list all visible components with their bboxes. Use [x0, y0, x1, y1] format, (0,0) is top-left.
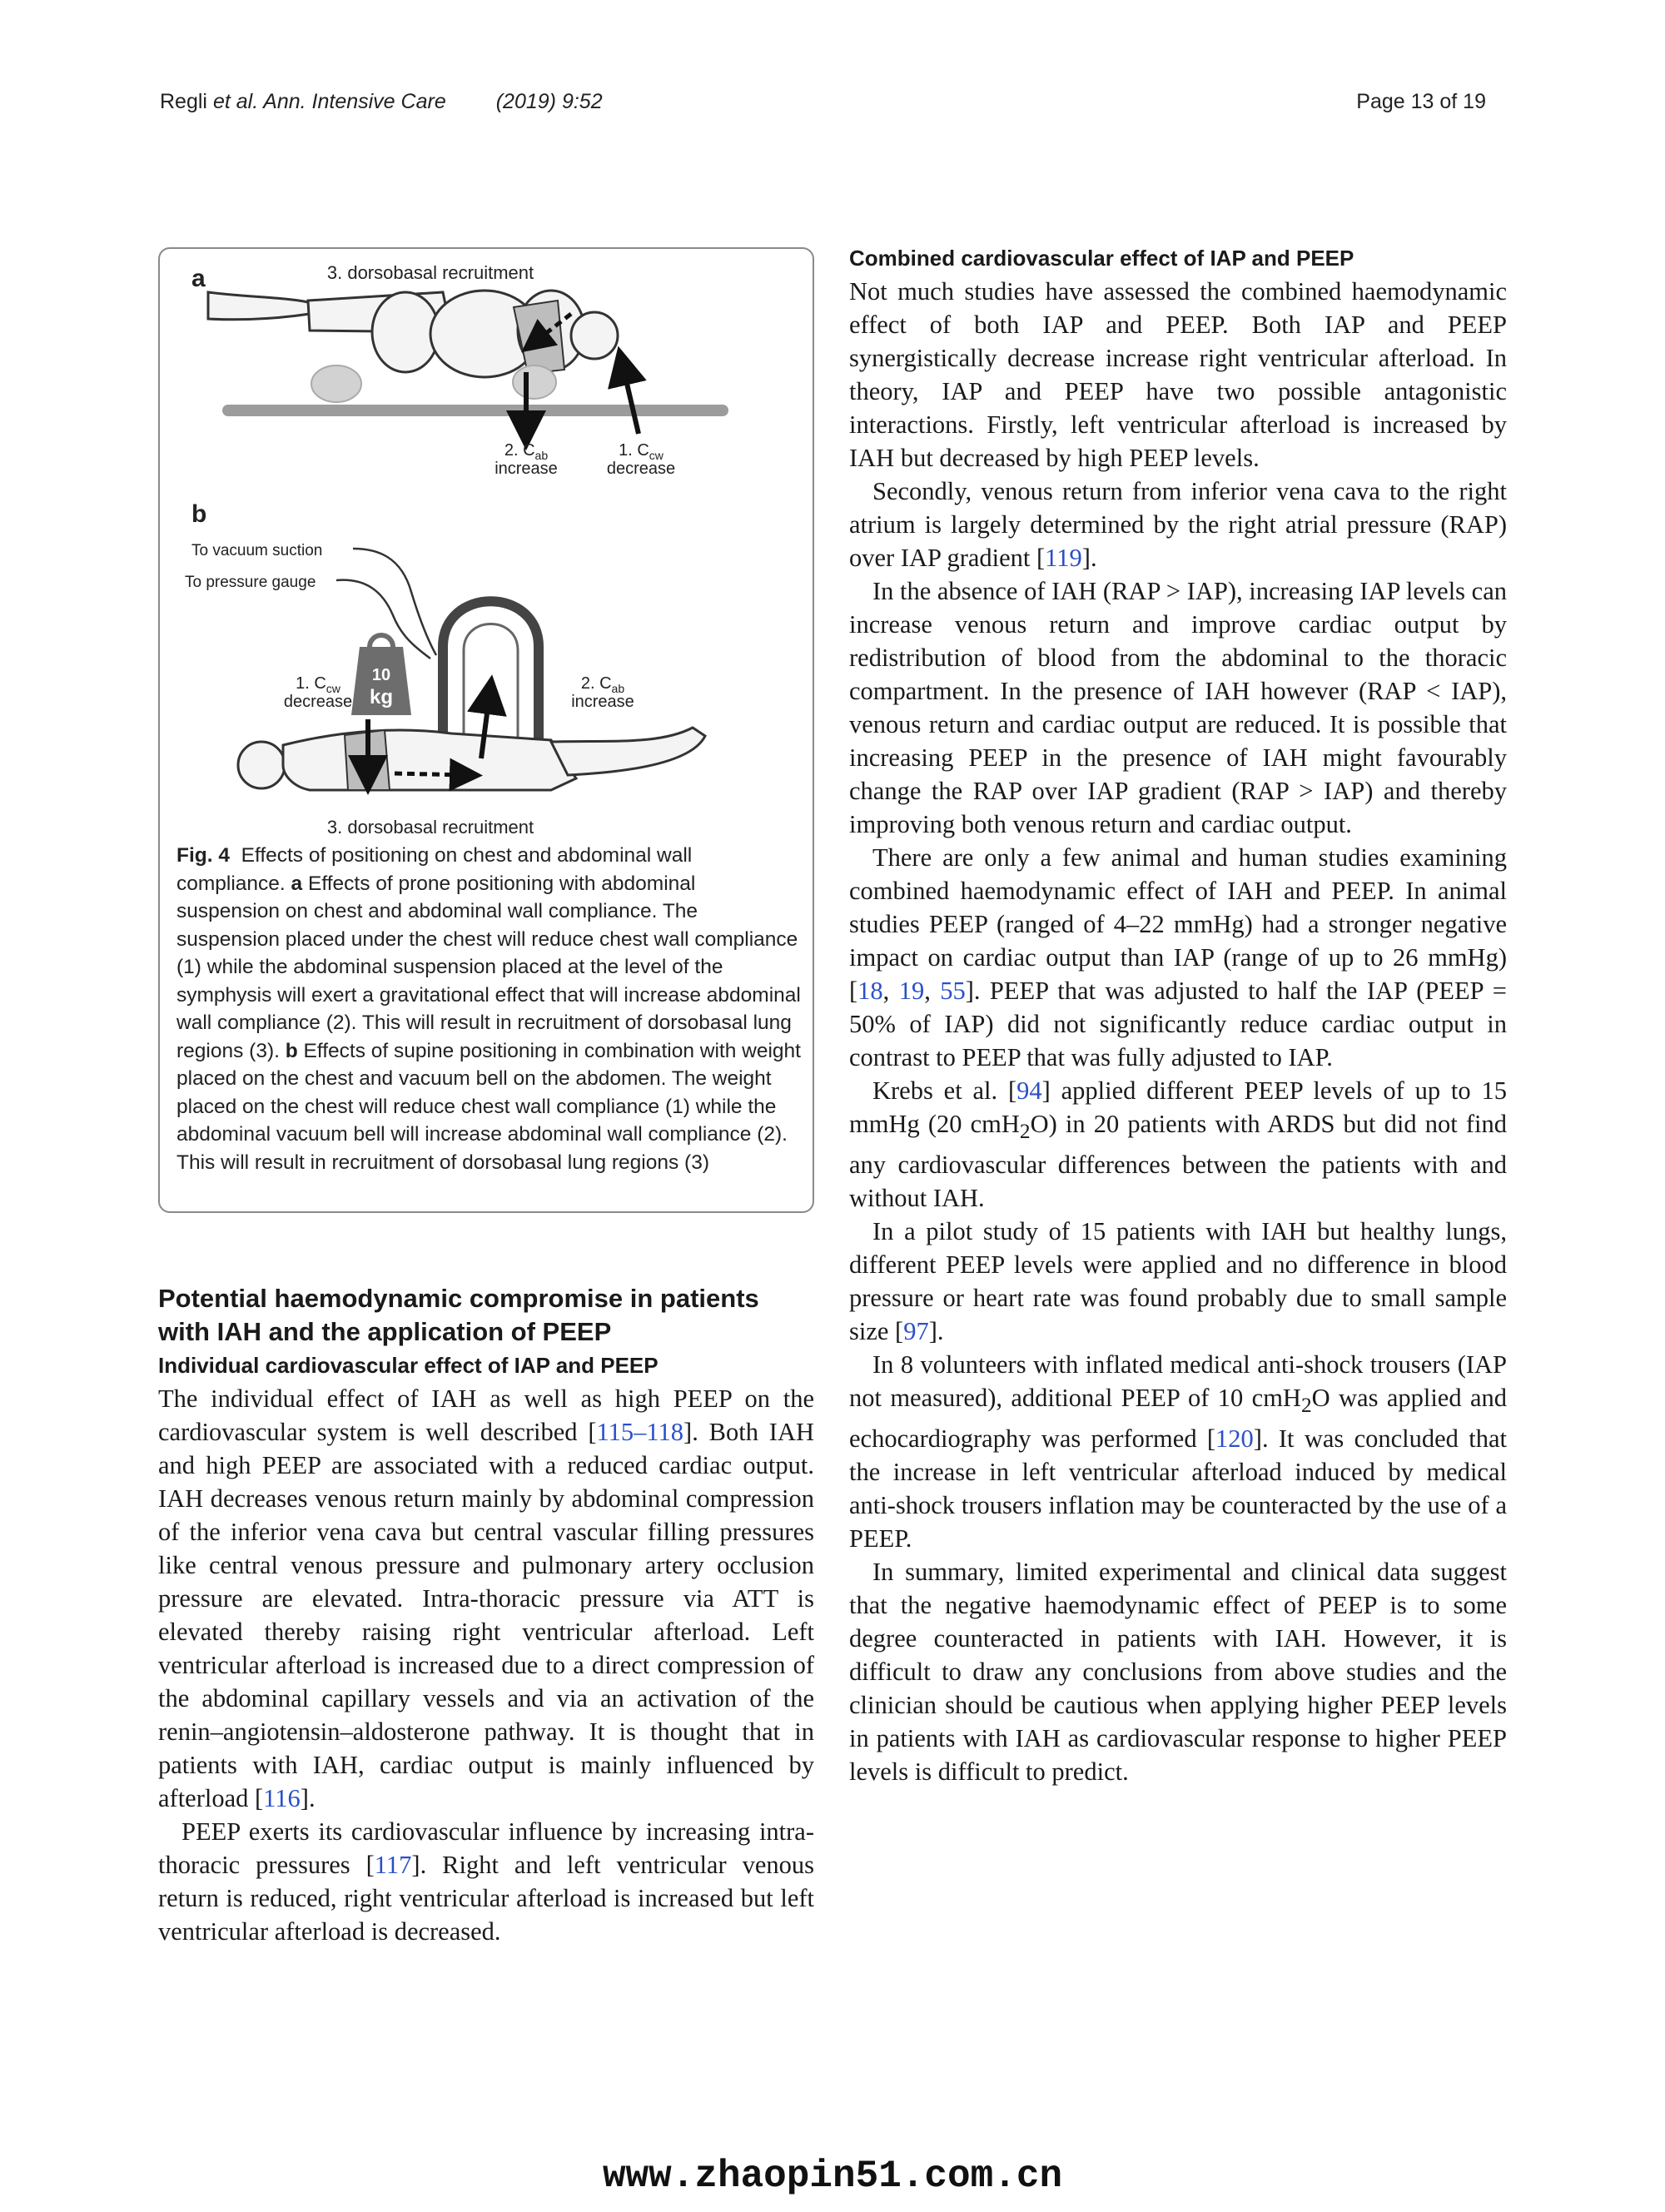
right-paragraph-2: Secondly, venous return from inferior vena cava to the right atrium is largely determined by the right atrial pressure (RAP) over IAP gradient [119]. [849, 477, 1507, 572]
right-paragraph-5: Krebs et al. [94] applied different PEEP levels of up to 15 mmHg (20 cmH$_2$O) in 20 patients with ARDS but did not find any cardiovascular differences between the patients with and without IAH. [849, 1076, 1507, 1213]
caption-label: Fig. 4 [176, 844, 230, 867]
citation-link[interactable]: 55 [940, 977, 966, 1005]
chest-support [513, 365, 556, 399]
citation-link[interactable]: 19 [898, 977, 925, 1005]
figure-4 [158, 247, 814, 1213]
weight-icon [351, 635, 411, 715]
citation-link[interactable]: 116 [263, 1784, 301, 1812]
vacuum-tube [353, 549, 436, 655]
panel-a-recruit-label: 3. dorsobasal recruitment [326, 262, 534, 283]
panel-a-cab-word: increase [495, 460, 558, 478]
panel-b-letter: b [191, 500, 207, 528]
panel-b-ccw-word: decrease [283, 693, 353, 711]
panel-b-ccw-label: 1. $C_{cw}$ [296, 674, 340, 695]
citation-link[interactable]: 18 [857, 977, 883, 1005]
caption-a-letter: a [291, 872, 303, 895]
panel-a-cab-label: 2. $C_{ab}$ [504, 441, 549, 462]
header-authors: Regli [160, 90, 207, 113]
vacuum-label: To vacuum suction [191, 542, 323, 559]
pelvic-support [311, 365, 361, 402]
citation-link[interactable]: 120 [1215, 1424, 1254, 1454]
left-paragraph-2: PEEP exerts its cardiovascular influence by increasing intra-thoracic pressures [117]. Right and left ventricular venous return is reduced, right ventricular afterload is increased but left ventricular afterload is decreased. [158, 1817, 814, 1946]
watermark: www.zhaopin51.com.cn [602, 2155, 1063, 2198]
left-subheading: Individual cardiovascular effect of IAP and PEEP [158, 1353, 659, 1378]
citation-link[interactable]: 117 [374, 1851, 412, 1879]
weight-unit: kg [369, 686, 394, 708]
page-number: Page 13 of 19 [1356, 90, 1486, 113]
header-journal: et al. Ann. Intensive Care [212, 90, 446, 113]
citation-link[interactable]: 115–118 [596, 1418, 684, 1446]
left-paragraph-1: The individual effect of IAH as well as high PEEP on the cardiovascular system is well described [115–118]. Both IAH and high PEEP are associated with a reduced cardiac output. IAH decreases venous return mainly by abdominal compression of the inferior vena cava but central vascular filling pressures like central venous pressure and pulmonary artery occlusion pressure are elevated. Intra-thoracic pressure via ATT is elevated thereby raising right ventricular afterload. Left ventricular afterload is increased due to a direct compression of the abdominal capillary vessels and via an activation of the renin–angiotensin–aldosterone pathway. It is thought that in patients with IAH, cardiac output is mainly influenced by afterload [116]. [158, 1384, 815, 1812]
citation-link[interactable]: 97 [903, 1317, 929, 1346]
prone-table [222, 405, 728, 416]
panel-b-cab-label: 2. $C_{ab}$ [580, 674, 625, 695]
right-paragraph-3: In the absence of IAH (RAP > IAP), increasing IAP levels can increase venous return and improve cardiac output by redistribution of blood from the abdominal to the thoracic compartment. In the presence of IAH however (RAP < IAP), venous return and cardiac output are reduced. It is possible that increasing PEEP in the presence of IAH might favourably change the RAP over IAP gradient (RAP > IAP) and thereby improving both venous return and cardiac output. [849, 577, 1507, 838]
header-year-volume: (2019) 9:52 [495, 90, 603, 113]
right-paragraph-1: Not much studies have assessed the combined haemodynamic effect of both IAP and PEEP. Both IAP and PEEP synergistically decrease increase right ventricular afterload. In theory, IAP and PEEP have two possible antagonistic interactions. Firstly, left ventricular afterload is increased by IAH but decreased by high PEEP levels. [849, 277, 1507, 472]
figure-illustration [160, 249, 816, 840]
ccw-arrow-a [623, 365, 639, 434]
right-paragraph-6: In a pilot study of 15 patients with IAH but healthy lungs, different PEEP levels were applied and no difference in blood pressure or heart rate was found probably due to small sample size [97]. [849, 1217, 1507, 1346]
section-heading: Potential haemodynamic compromise in patients with IAH and the application of PEEP [158, 1284, 759, 1346]
weight-number: 10 [371, 666, 391, 684]
right-paragraph-8: In summary, limited experimental and clinical data suggest that the negative haemodynamic effect of PEEP is to some degree counteracted in patients with IAH. However, it is difficult to draw any conclusions from above studies and the clinician should be cautious when applying higher PEEP levels in patients with IAH as cardiovascular response to higher PEEP levels is difficult to predict. [849, 1558, 1507, 1787]
citation-link[interactable]: 94 [1016, 1076, 1042, 1105]
caption-title: Effects of positioning on chest and abdominal wall compliance. [176, 844, 693, 895]
left-column [158, 1282, 814, 1948]
supine-patient-figure [238, 728, 705, 790]
gauge-label: To pressure gauge [185, 574, 316, 591]
panel-a-letter: a [191, 265, 206, 292]
right-paragraph-4: There are only a few animal and human studies examining combined haemodynamic effect of IAH and PEEP. In animal studies PEEP (ranged of 4–22 mmHg) had a stronger negative impact on cardiac output than IAP (range of up to 26 mmHg) [18, 19, 55]. PEEP that was adjusted to half the IAP (PEEP = 50% of IAP) did not significantly reduce cardiac output in contrast to PEEP that was fully adjusted to IAP. [849, 843, 1508, 1071]
figure-caption [176, 842, 801, 1176]
right-subheading: Combined cardiovascular effect of IAP and PEEP [849, 246, 1354, 271]
gauge-tube [336, 580, 430, 659]
panel-b-cab-word: increase [571, 693, 634, 711]
caption-b-text: Effects of supine positioning in combination with weight placed on the chest and vacuum bell on the abdomen. The weight placed on the chest will reduce chest wall compliance (1) while the abdominal vacuum bell will increase abdominal wall compliance (2). This will result in recruitment of dorsobasal lung regions (3) [176, 1039, 801, 1174]
caption-a-text: Effects of prone positioning with abdominal suspension on chest and abdominal wall compliance. The suspension placed under the chest will reduce chest wall compliance (1) while the abdominal suspension placed at the level of the symphysis will exert a gravitational effect that will increase abdominal wall compliance (2). This will result in recruitment of dorsobasal lung regions (3). [176, 872, 801, 1062]
panel-a-ccw-word: decrease [606, 460, 676, 478]
panel-a-ccw-label: 1. $C_{cw}$ [619, 441, 664, 462]
right-paragraph-7: In 8 volunteers with inflated medical anti-shock trousers (IAP not measured), additional PEEP of 10 cmH$_2$O was applied and echocardiography was performed [120]. It was concluded that the increase in left ventricular afterload induced by medical anti-shock trousers inflation may be counteracted by the use of a PEEP. [849, 1350, 1507, 1553]
running-header-citation [160, 90, 603, 114]
citation-link[interactable]: 119 [1045, 544, 1082, 572]
caption-b-letter: b [285, 1039, 298, 1062]
panel-b-recruit-label: 3. dorsobasal recruitment [326, 817, 534, 838]
right-column [849, 241, 1507, 1788]
